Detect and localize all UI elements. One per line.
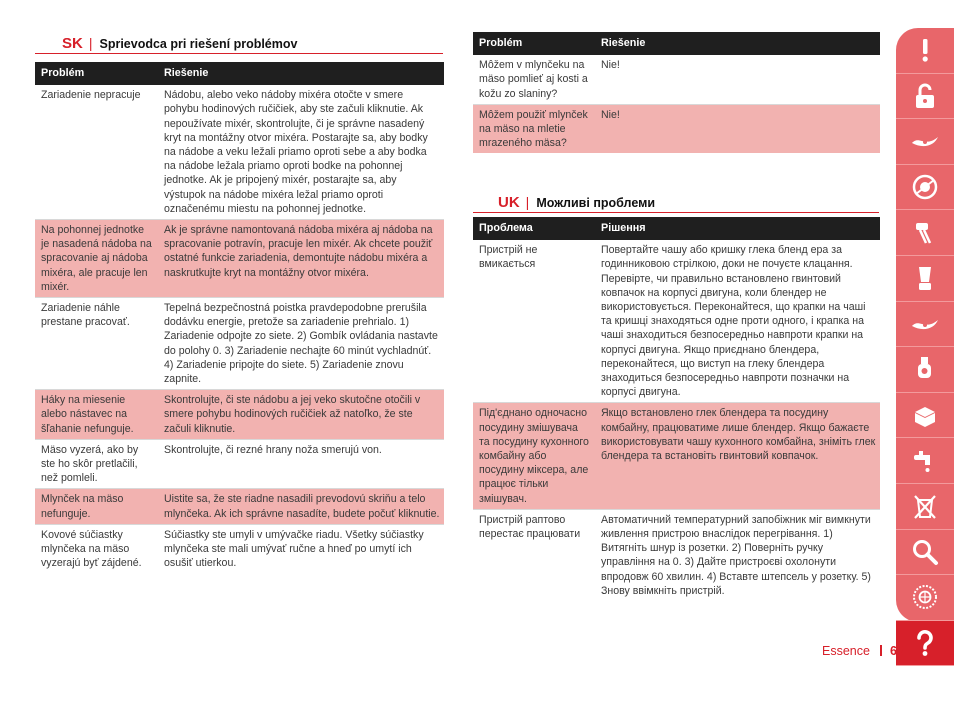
- exclamation-icon: [910, 35, 940, 65]
- side-tab-blade-2[interactable]: [896, 302, 954, 348]
- table-row: [35, 524, 444, 573]
- solution-cell: Súčiastky ste umyli v umývačke riadu. Všetky súčiastky mlynčeka ste mali umývať ručne a hneď po umytí ich osušiť utierkou.: [158, 524, 444, 573]
- tap-icon: [910, 446, 940, 476]
- problem-cell: Mäso vyzerá, ako by ste ho skôr pretlačili, než pomleli.: [35, 439, 158, 489]
- sk-cont-header-problem: Problém: [473, 32, 595, 55]
- solution-cell: Nie!: [595, 104, 880, 153]
- solution-cell: Tepelná bezpečnostná poistka pravdepodobne prerušila dodávku energie, pretože sa zariadenie prehrialo. 1) Zariadenie odpojte zo siete. 2) Gombík ovládania nastavte do polohy 0. 3) Zariadenie nechajte 60 minút vychladnúť. 4) Zariadenie pripojte do siete. 5) Zariadenie znovu zapnite.: [158, 298, 444, 390]
- table-row: [473, 509, 880, 601]
- table-row: [35, 85, 444, 219]
- side-tab-languages[interactable]: [896, 666, 954, 711]
- problem-cell: Môžem v mlynčeku na mäso pomlieť aj kosti a kožu zo slaniny?: [473, 55, 595, 104]
- problem-cell: Zariadenie nepracuje: [35, 85, 158, 219]
- mixer-bowl-icon: [910, 172, 940, 202]
- uk-heading-rule: [473, 212, 879, 213]
- whisk-icon: [910, 218, 940, 248]
- uk-header-problem: Проблема: [473, 217, 595, 240]
- question-mark-icon: [910, 628, 940, 658]
- solution-cell: Skontrolujte, či rezné hrany noža smerujú von.: [158, 439, 444, 489]
- recycle-bin-icon: [910, 491, 940, 521]
- table-row: [35, 298, 444, 390]
- problem-cell: Mlynček na mäso nefunguje.: [35, 489, 158, 524]
- problem-cell: Пристрій раптово перестає працювати: [473, 509, 595, 601]
- language-icon: [910, 674, 940, 704]
- table-row: [473, 55, 880, 104]
- solution-cell: Uistite sa, že ste riadne nasadili prevodovú skriňu a telo mlynčeka. Ak ich správne nasadíte, budete počuť kliknutie.: [158, 489, 444, 524]
- brand-name: Essence: [822, 644, 870, 658]
- side-tab-troubleshooting-search[interactable]: [896, 530, 954, 576]
- guarantee-seal-icon: [910, 582, 940, 612]
- sk-continued-table: [473, 32, 880, 153]
- blender-jug-icon: [910, 263, 940, 293]
- table-row: [35, 439, 444, 489]
- sk-header-problem: Problém: [35, 62, 158, 85]
- side-tab-blender[interactable]: [896, 256, 954, 302]
- uk-section-title: Можливі проблеми: [536, 196, 656, 210]
- solution-cell: Якщо встановлено глек блендера та посудину комбайну, працюватиме лише блендер. Якщо бажаєте використовувати чашу кухонного комбайна, зніміть глек блендера та встановіть гвинтовий ковпачок.: [595, 403, 880, 509]
- side-tab-strip: [896, 28, 954, 622]
- solution-cell: Ak je správne namontovaná nádoba mixéra aj nádoba na spracovanie potravín, pracuje len mixér. Ak chcete použiť ostatné funkcie zariadenia, demontujte nádobu mixéra a naskrutkujte kryt na montážny otvor mixéra.: [158, 220, 444, 298]
- storage-box-icon: [910, 400, 940, 430]
- solution-cell: Автоматичний температурний запобіжник міг вимкнути живлення пристрою внаслідок перегрівання. 1) Витягніть шнур із розетки. 2) Поверніть ручку управління на 0. 3) Дайте пристроєві охолонути впродовж 60 хвилин. 4) Вставте штепсель у розетку. 5) Знову ввімкніть пристрій.: [595, 509, 880, 601]
- problem-cell: Môžem použiť mlynček na mäso na mletie mrazeného mäsa?: [473, 104, 595, 153]
- footer-separator: [880, 645, 882, 656]
- problem-cell: Na pohonnej jednotke je nasadená nádoba na spracovanie aj nádoba mixéra, ale pracuje len mixér.: [35, 220, 158, 298]
- problem-cell: Háky na miesenie alebo nástavec na šľahanie nefunguje.: [35, 390, 158, 440]
- side-tab-whisk[interactable]: [896, 210, 954, 256]
- sk-section-title: Sprievodca pri riešení problémov: [99, 37, 298, 51]
- solution-cell: Повертайте чашу або кришку глека бленд ера за годинниковою стрілкою, доки не почуєте клацання. Перевірте, чи правильно встановлено гвинтовий ковпачок на корпусі двигуна, коли блендер не використовується. Переконайтеся, що крапки на чаші та кришці знаходяться одне проти одного, і крапка на чаші знаходиться безпосередньо навпроти крапки на корпусі двигуна. Якщо приєднано блендера, переконайтеся, що виступ на глеку блендера знаходиться безпосередньо навпроти позначки на корпусі двигуна.: [595, 240, 880, 403]
- meat-grinder-icon: [910, 354, 940, 384]
- sk-language-code: SK: [62, 35, 83, 52]
- uk-section-heading: [498, 194, 655, 211]
- sk-troubleshooting-table: [35, 62, 444, 574]
- uk-language-code: UK: [498, 194, 520, 211]
- problem-cell: Пристрій не вмикається: [473, 240, 595, 403]
- side-tab-warnings[interactable]: [896, 28, 954, 74]
- side-tab-meat-grinder[interactable]: [896, 347, 954, 393]
- side-tab-environment[interactable]: [896, 484, 954, 530]
- side-tab-mixer-bowl[interactable]: [896, 165, 954, 211]
- solution-cell: Skontrolujte, či ste nádobu a jej veko skutočne otočili v smere pohybu hodinových ručičiek až natoľko, že ste začuli kliknutie.: [158, 390, 444, 440]
- heading-separator: |: [88, 35, 93, 51]
- solution-cell: Nádobu, alebo veko nádoby mixéra otočte v smere pohybu hodinových ručičiek, aby ste začuli kliknutie. Ak nepoužívate mixér, skontrolujte, či je správne nasadený kryt na montážny otvor mixéra. Postarajte sa, aby bodky na nádobe a veku ležali priamo oproti sebe a aby bodka na nádobe ležala priamo oproti bodke na pohonnej jednotke. Ak je pripojený mixér, postarajte sa, aby výstupok na nádobe mixéra ležal priamo oproti označenému miestu na pohonnej jednotke.: [158, 85, 444, 219]
- magnifier-icon: [910, 537, 940, 567]
- side-tab-help[interactable]: [896, 621, 954, 667]
- sk-cont-header-solution: Riešenie: [595, 32, 880, 55]
- blade-icon: [910, 309, 940, 339]
- unlock-icon: [910, 81, 940, 111]
- table-row: [473, 240, 880, 403]
- side-tab-cleaning[interactable]: [896, 438, 954, 484]
- uk-troubleshooting-table: [473, 217, 880, 601]
- problem-cell: Kovové súčiastky mlynčeka na mäso vyzerajú byť zájdené.: [35, 524, 158, 573]
- solution-cell: Nie!: [595, 55, 880, 104]
- page-footer: [822, 644, 904, 658]
- table-row: [473, 403, 880, 509]
- table-row: [35, 390, 444, 440]
- side-tab-unlock[interactable]: [896, 74, 954, 120]
- problem-cell: Під'єднано одночасно посудину змішувача та посудину кухонного комбайну або посудину міксера, але працює тільки змішувач.: [473, 403, 595, 509]
- heading-separator: |: [525, 194, 530, 210]
- page-number: 63: [889, 644, 904, 658]
- sk-header-solution: Riešenie: [158, 62, 444, 85]
- table-row: [35, 489, 444, 524]
- sk-section-heading: [62, 35, 297, 52]
- side-tab-blade[interactable]: [896, 119, 954, 165]
- table-row: [473, 104, 880, 153]
- side-tab-guarantee[interactable]: [896, 575, 954, 621]
- sk-heading-rule: [35, 53, 443, 54]
- problem-cell: Zariadenie náhle prestane pracovať.: [35, 298, 158, 390]
- uk-header-solution: Рішення: [595, 217, 880, 240]
- table-row: [35, 220, 444, 298]
- blade-icon: [910, 126, 940, 156]
- side-tab-storage[interactable]: [896, 393, 954, 439]
